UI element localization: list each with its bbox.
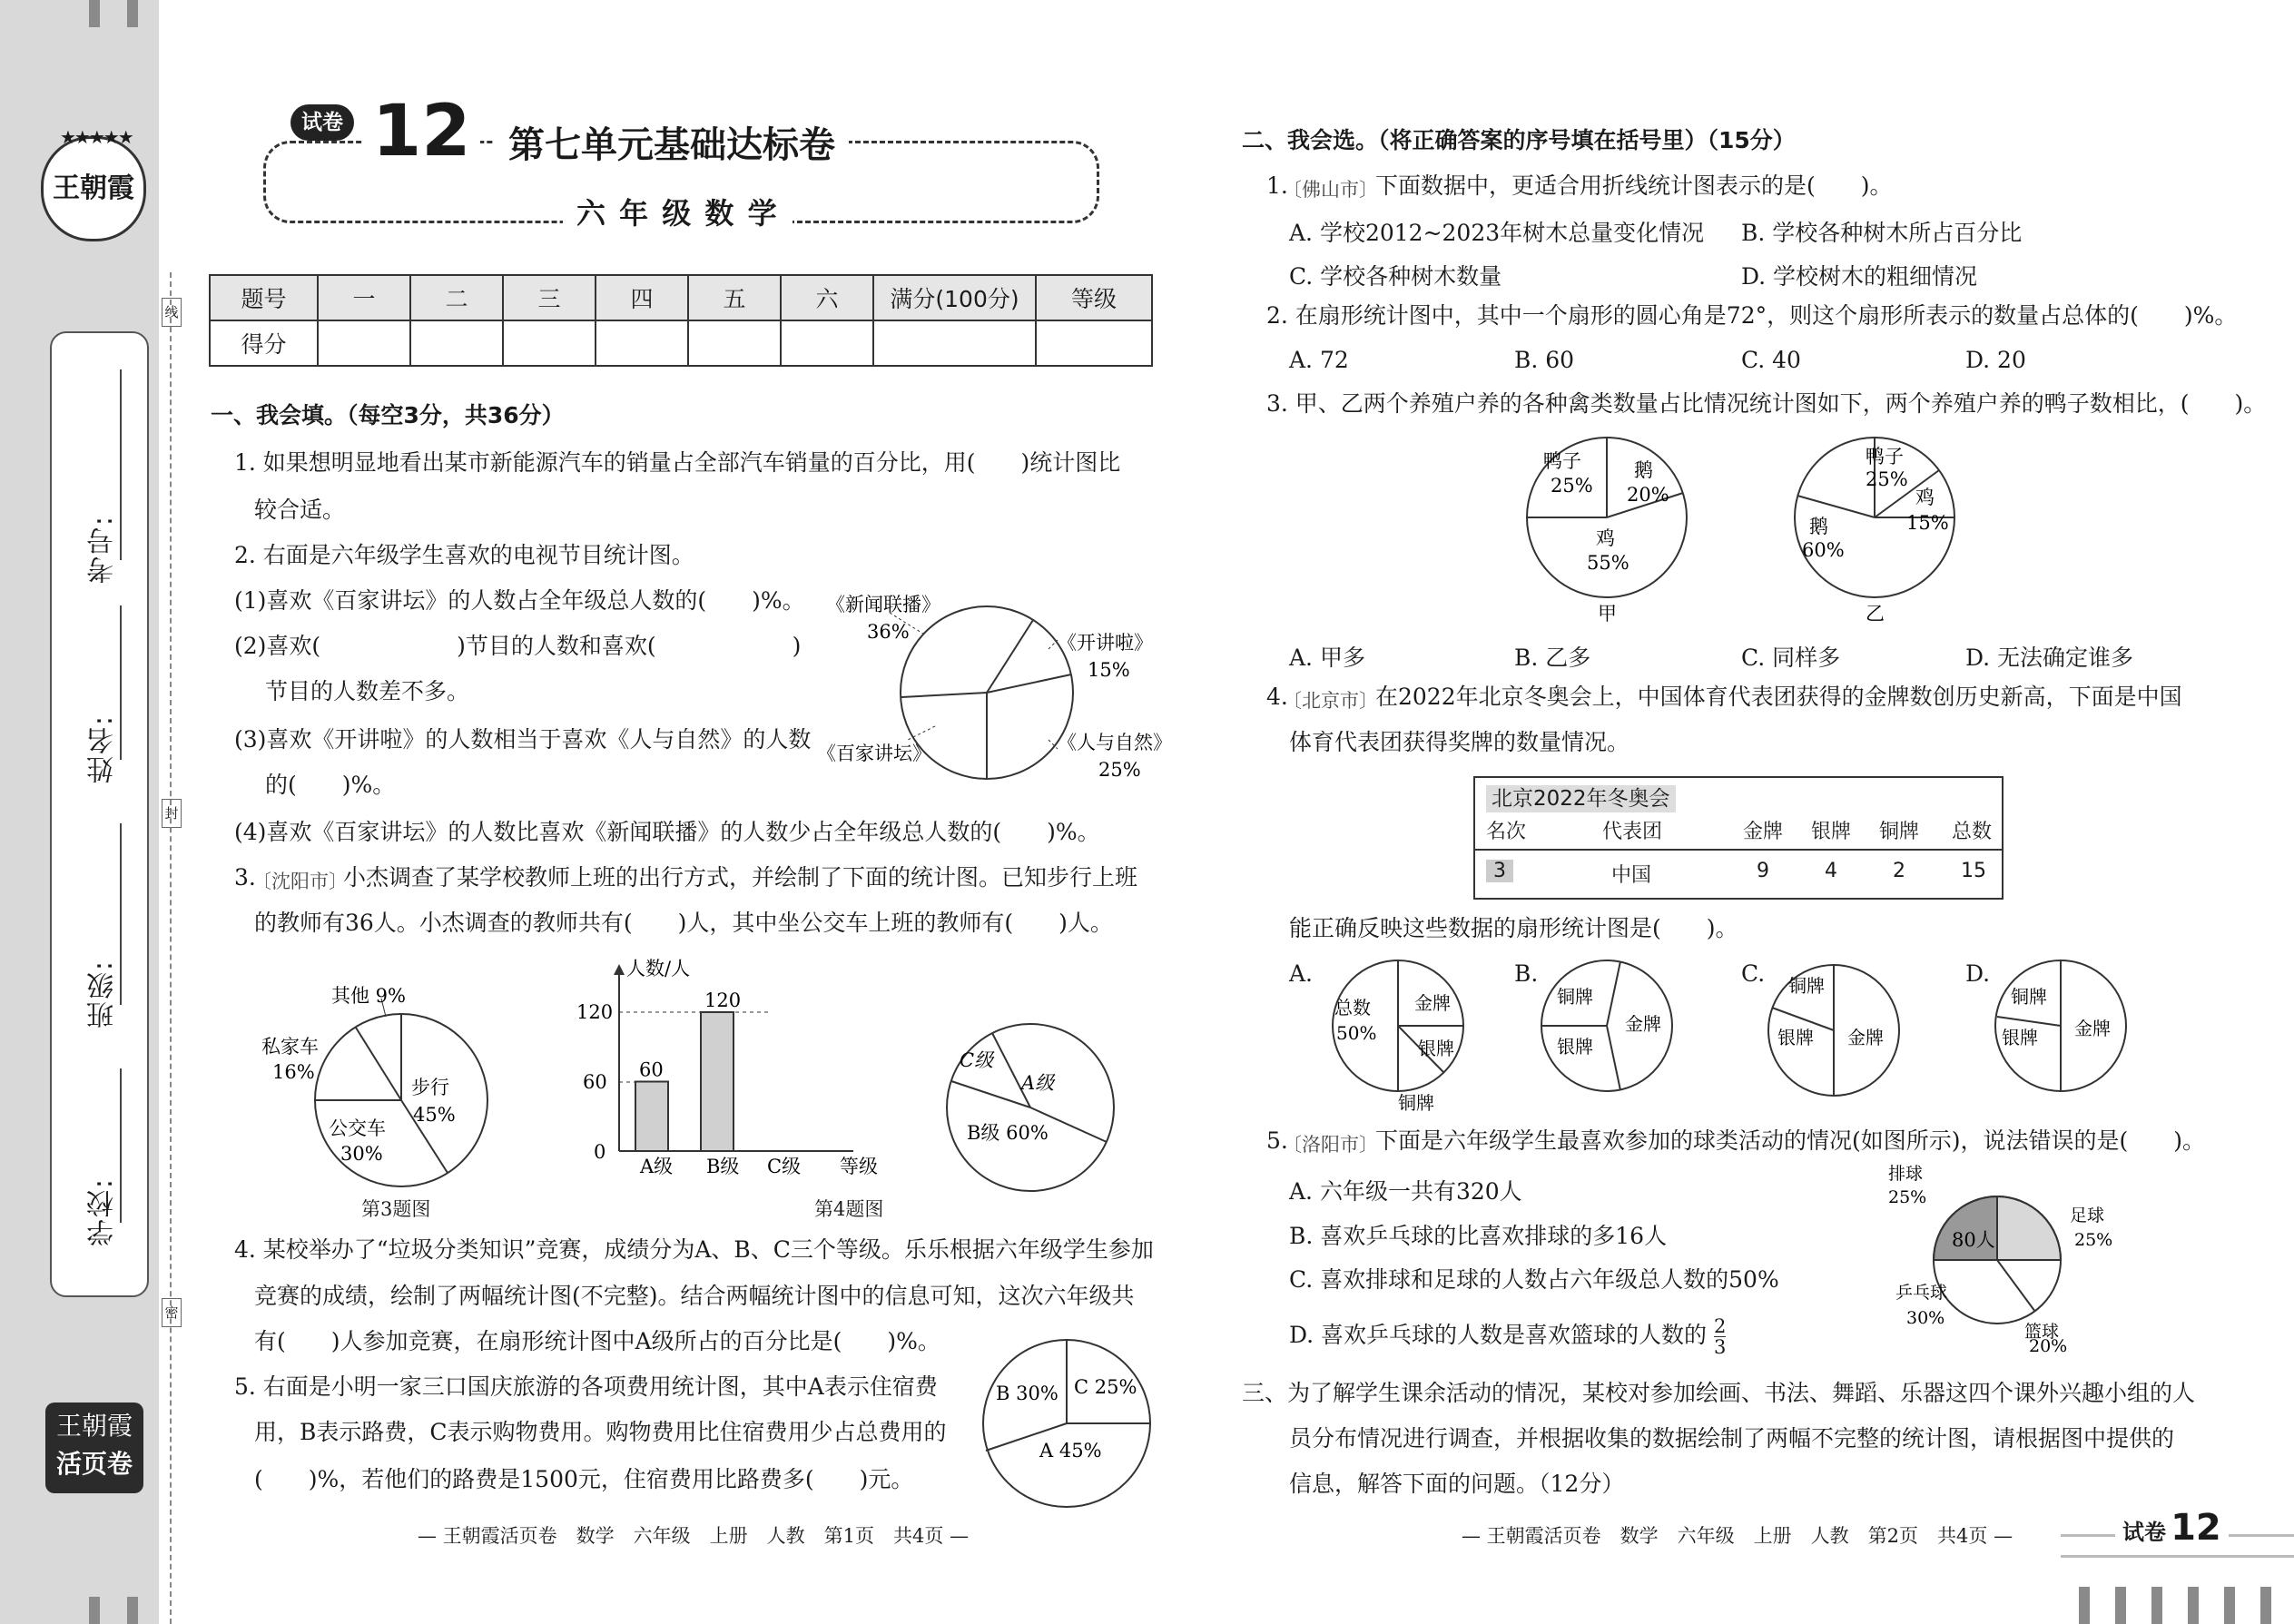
bar-cat-a: A级 — [640, 1156, 674, 1177]
school-field[interactable] — [120, 1068, 122, 1223]
yi-goose: 鹅 — [1809, 516, 1828, 537]
yi-goose-pct: 60% — [1802, 539, 1845, 561]
ball-volleyball: 排球 — [1888, 1164, 1924, 1184]
s2-q4-opt-c[interactable]: C. — [1741, 960, 1766, 987]
s2-q1-opt-d[interactable]: D. 学校树木的粗细情况 — [1741, 263, 1978, 290]
s2-q2: 2. 在扇形统计图中，其中一个扇形的圆心角是72°，则这个扇形所表示的数量占总体的( )%。 — [1266, 302, 2238, 329]
commute-label-bus-pct: 30% — [340, 1143, 383, 1165]
bar-ylabel: 人数/人 — [626, 958, 691, 979]
commute-label-car: 私家车 — [261, 1036, 319, 1058]
id-label: 考号: — [87, 515, 119, 585]
medal-header-silver: 银牌 — [1811, 821, 1852, 843]
s2-q5-region: 〔洛阳市〕 — [1283, 1134, 1378, 1156]
yi-chicken: 鸡 — [1915, 487, 1935, 508]
s2-q5: 下面是六年级学生最喜欢参加的球类活动的情况(如图所示)，说法错误的是( )。 — [1375, 1127, 2206, 1154]
ball-pingpong-pct: 30% — [1906, 1308, 1945, 1328]
s2-q4-ask: 能正确反映这些数据的扇形统计图是( )。 — [1289, 915, 1738, 941]
section2-title: 二、我会选。（将正确答案的序号填在括号里）（15分） — [1242, 127, 1796, 153]
bar-value-label: 120 — [704, 989, 742, 1011]
jia-chicken: 鸡 — [1596, 527, 1615, 549]
score-header-cell: 六 — [781, 275, 873, 320]
s2-q2-opt-a[interactable]: A. 72 — [1289, 347, 1349, 373]
s2-q1-opt-c[interactable]: C. 学校各种树木数量 — [1289, 263, 1502, 290]
medal-table — [1473, 776, 2004, 900]
ball-pie-chart — [1879, 1157, 2133, 1357]
medal-team: 中国 — [1611, 864, 1652, 887]
page-title: 第七单元基础达标卷 — [495, 116, 849, 168]
grade-pie-a: A级 — [1021, 1072, 1055, 1094]
ball-volleyball-count: 80人 — [1952, 1229, 1995, 1251]
s2-q4-line2: 体育代表团获得奖牌的数量情况。 — [1289, 729, 1630, 755]
commute-pie-chart — [245, 980, 499, 1207]
commute-label-bus: 公交车 — [329, 1117, 386, 1139]
s1-q2-b1: (2)喜欢( )节目的人数和喜欢( ) — [234, 633, 802, 659]
medal-pie-b[interactable] — [1534, 953, 1689, 1107]
s2-q3-opt-c[interactable]: C. 同样多 — [1741, 645, 1841, 671]
tv-pie-chart — [799, 586, 1207, 794]
page-subtitle: 六 年 级 数 学 — [563, 191, 793, 232]
s1-q2-b2: 节目的人数差不多。 — [265, 678, 470, 704]
grade-bar-chart — [563, 953, 899, 1189]
s1-q5-line2: 用，B表示路费，C表示购物费用。购物费用比住宿费用少占总费用的 — [254, 1419, 947, 1445]
bar-tick-0: 0 — [594, 1141, 606, 1163]
pie-a-total-pct: 50% — [1336, 1022, 1377, 1044]
ball-volleyball-pct: 25% — [1888, 1187, 1927, 1207]
score-header-cell: 四 — [596, 275, 688, 320]
jia-duck-pct: 25% — [1551, 475, 1593, 497]
jia-goose-pct: 20% — [1627, 484, 1669, 506]
score-cell[interactable] — [318, 320, 410, 366]
ball-basketball: 篮球 — [2024, 1322, 2060, 1342]
medal-rank: 3 — [1486, 860, 1513, 882]
pie-b-bronze: 铜牌 — [1557, 986, 1593, 1008]
medal-bronze: 2 — [1893, 860, 1905, 882]
tv-label-nature-pct: 25% — [1098, 759, 1141, 781]
commute-label-other: 其他 9% — [331, 985, 406, 1007]
s2-q5-opt-d[interactable]: D. 喜欢乒乓球的人数是喜欢篮球的人数的 $\frac{2}{3}$ — [1289, 1315, 1727, 1358]
paper-badge: 试卷 — [290, 104, 354, 141]
s2-q3: 3. 甲、乙两个养殖户养的各种禽类数量占比情况统计图如下，两个养殖户养的鸭子数相比，( )。 — [1266, 390, 2267, 417]
fraction: $\frac{2}{3}$ — [1714, 1315, 1727, 1358]
medal-pie-d[interactable] — [1988, 953, 2142, 1107]
fold-line — [170, 272, 172, 1624]
seal-mark-line: 线 — [162, 298, 182, 327]
ball-football: 足球 — [2070, 1206, 2105, 1225]
tv-label-news: 《新闻联播》 — [826, 594, 940, 615]
tv-label-news-pct: 36% — [867, 621, 910, 643]
s1-q5-line1: 5. 右面是小明一家三口国庆旅游的各项费用统计图，其中A表示住宿费 — [234, 1373, 938, 1400]
medal-header-team: 代表团 — [1602, 821, 1663, 843]
score-cell[interactable] — [503, 320, 596, 366]
score-cell[interactable] — [1036, 320, 1152, 366]
s2-q3-opt-b[interactable]: B. 乙多 — [1514, 645, 1591, 671]
seal-mark-seal: 封 — [162, 799, 182, 828]
s2-q5-num: 5. — [1266, 1127, 1288, 1154]
s1-q1-line2: 较合适。 — [254, 497, 346, 523]
s1-q1-line1: 1. 如果想明显地看出某市新能源汽车的销量占全部汽车销量的百分比，用( )统计图比 — [234, 449, 1121, 476]
s2-q1-region: 〔佛山市〕 — [1283, 179, 1378, 201]
bar-tick-120: 120 — [576, 1001, 614, 1023]
bar-cat-b: B级 — [706, 1156, 740, 1177]
s3-line1: 三、为了解学生课余活动的情况，某校对参加绘画、书法、舞蹈、乐器这四个课外兴趣小组的人 — [1242, 1380, 2196, 1406]
score-header-cell: 二 — [410, 275, 503, 320]
score-header-cell: 一 — [318, 275, 410, 320]
fig4-caption: 第4题图 — [814, 1198, 884, 1220]
s2-q5-opt-b[interactable]: B. 喜欢乒乓球的比喜欢排球的多16人 — [1289, 1223, 1668, 1249]
tv-label-kjl-pct: 15% — [1088, 659, 1130, 681]
s3-line2: 员分布情况进行调查，并根据收集的数据绘制了两幅不完整的统计图，请根据图中提供的 — [1289, 1425, 2175, 1452]
id-field[interactable] — [120, 369, 122, 560]
medal-header-bronze: 铜牌 — [1879, 821, 1920, 843]
pie-c-bronze: 铜牌 — [1788, 975, 1825, 997]
commute-label-walk: 步行 — [411, 1077, 449, 1098]
ball-pingpong: 乒乓球 — [1895, 1283, 1948, 1303]
name-field[interactable] — [120, 605, 122, 760]
score-cell[interactable] — [688, 320, 781, 366]
travel-pie-a: A 45% — [1039, 1440, 1102, 1462]
brand-footer: 王朝霞 活页卷 — [45, 1403, 143, 1493]
score-header-cell: 题号 — [210, 275, 318, 320]
travel-pie-c: C 25% — [1074, 1376, 1137, 1398]
medal-table-title: 北京2022年冬奥会 — [1486, 785, 1676, 812]
bar-cat-c: C级 — [767, 1156, 802, 1177]
bar-B级 — [701, 1012, 733, 1151]
s2-q4-opt-b[interactable]: B. — [1514, 960, 1539, 987]
grade-pie-c: C级 — [960, 1049, 994, 1071]
name-label: 姓名: — [87, 714, 119, 784]
pie-b-gold: 金牌 — [1625, 1013, 1661, 1035]
s1-q3-num: 3. — [234, 864, 256, 891]
s2-q1-opt-b[interactable]: B. 学校各种树木所占百分比 — [1741, 220, 2023, 246]
footer-right: — 王朝霞活页卷 数学 六年级 上册 人教 第2页 共4页 — — [1462, 1525, 2013, 1547]
pie-a-silver: 银牌 — [1418, 1038, 1454, 1059]
score-cell[interactable] — [410, 320, 503, 366]
bottom-bars — [2079, 1587, 2294, 1624]
medal-total: 15 — [1961, 860, 1986, 882]
score-header-cell: 三 — [503, 275, 596, 320]
s1-q2-c2: 的( )%。 — [265, 772, 396, 798]
medal-header-gold: 金牌 — [1743, 821, 1784, 843]
s2-q4-num: 4. — [1266, 684, 1288, 710]
student-info-box — [50, 331, 149, 1297]
s1-q3-line1: 小杰调查了某学校教师上班的出行方式，并绘制了下面的统计图。已知步行上班 — [343, 864, 1138, 891]
pie-c-silver: 银牌 — [1777, 1027, 1814, 1048]
s1-q5-line3: ( )%，若他们的路费是1500元，住宿费用比路费多( )元。 — [254, 1466, 914, 1492]
score-cell[interactable] — [781, 320, 873, 366]
pie-a-bronze: 铜牌 — [1398, 1092, 1434, 1114]
s3-line3: 信息，解答下面的问题。（12分） — [1289, 1471, 1625, 1497]
jia-goose: 鹅 — [1634, 459, 1653, 481]
pie-b-silver: 银牌 — [1557, 1036, 1593, 1058]
s2-q2-opt-c[interactable]: C. 40 — [1741, 347, 1801, 373]
yi-caption: 乙 — [1866, 603, 1885, 625]
pie-jia-chart — [1516, 431, 1698, 631]
pie-d-bronze: 铜牌 — [2011, 986, 2047, 1008]
grade-pie-b: B级 60% — [967, 1122, 1049, 1144]
pie-a-total: 总数 — [1334, 997, 1371, 1019]
score-header-cell: 等级 — [1036, 275, 1152, 320]
jia-caption: 甲 — [1598, 603, 1617, 625]
corner-badge: 试卷 12 — [2115, 1507, 2229, 1549]
s2-q2-opt-b[interactable]: B. 60 — [1514, 347, 1575, 373]
s2-q3-opt-d[interactable]: D. 无法确定谁多 — [1965, 645, 2134, 671]
bar-xlabel: 等级 — [840, 1156, 878, 1177]
s2-q5-opt-a[interactable]: A. 六年级一共有320人 — [1289, 1178, 1522, 1205]
s1-q2-c1: (3)喜欢《开讲啦》的人数相当于喜欢《人与自然》的人数 — [234, 726, 812, 753]
jia-duck: 鸭子 — [1543, 450, 1581, 472]
pie-d-silver: 银牌 — [2002, 1027, 2038, 1048]
s2-q4-opt-d[interactable]: D. — [1965, 960, 1991, 987]
s2-q2-opt-d[interactable]: D. 20 — [1965, 347, 2026, 373]
yi-duck-pct: 25% — [1866, 468, 1908, 490]
class-label: 班级: — [87, 960, 119, 1029]
medal-header-total: 总数 — [1952, 821, 1993, 843]
paper-number: 12 — [363, 91, 480, 172]
s1-q3-region: 〔沈阳市〕 — [252, 871, 348, 892]
s2-q3-opt-a[interactable]: A. 甲多 — [1289, 645, 1365, 671]
score-cell[interactable] — [596, 320, 688, 366]
s2-q1: 下面数据中，更适合用折线统计图表示的是( )。 — [1375, 172, 1893, 199]
s1-q2-a: (1)喜欢《百家讲坛》的人数占全年级总人数的( )%。 — [234, 587, 805, 614]
bar-tick-60: 60 — [583, 1071, 607, 1093]
s2-q4-line1: 在2022年北京冬奥会上，中国体育代表团获得的金牌数创历史新高，下面是中国 — [1375, 684, 2182, 710]
commute-label-walk-pct: 45% — [413, 1104, 456, 1126]
medal-header-rank: 名次 — [1486, 821, 1527, 843]
seal-mark-dense: 密 — [162, 1298, 182, 1327]
s2-q4-opt-a[interactable]: A. — [1289, 960, 1314, 987]
ball-basketball-pct: 20% — [2029, 1336, 2068, 1356]
medal-pie-a[interactable] — [1307, 953, 1489, 1117]
school-label: 学校: — [87, 1177, 119, 1247]
medal-pie-c[interactable] — [1761, 958, 1915, 1112]
bar-value-label: 60 — [639, 1058, 664, 1081]
footer-left: — 王朝霞活页卷 数学 六年级 上册 人教 第1页 共4页 — — [418, 1525, 970, 1547]
s2-q5-opt-c[interactable]: C. 喜欢排球和足球的人数占六年级总人数的50% — [1289, 1266, 1779, 1293]
yi-duck: 鸭子 — [1866, 446, 1904, 468]
travel-pie-chart — [976, 1334, 1157, 1516]
s2-q1-num: 1. — [1266, 172, 1288, 199]
jia-chicken-pct: 55% — [1587, 552, 1629, 574]
s1-q2-intro: 2. 右面是六年级学生喜欢的电视节目统计图。 — [234, 542, 694, 568]
travel-pie-b: B 30% — [996, 1383, 1058, 1404]
brand-logo: ★★★★★ 王朝霞 — [41, 136, 146, 241]
class-field[interactable] — [120, 823, 122, 1005]
pie-a-gold: 金牌 — [1414, 992, 1451, 1014]
s1-q2-d: (4)喜欢《百家讲坛》的人数比喜欢《新闻联播》的人数少占全年级总人数的( )%。 — [234, 819, 1100, 845]
s1-q4-line1: 4. 某校举办了“垃圾分类知识”竞赛，成绩分为A、B、C三个等级。乐乐根据六年级学生参加 — [234, 1236, 1154, 1263]
tv-label-kjl: 《开讲啦》 — [1058, 632, 1153, 654]
yi-chicken-pct: 15% — [1906, 512, 1949, 534]
score-header-cell: 五 — [688, 275, 781, 320]
score-table — [209, 274, 1153, 367]
score-row-label: 得分 — [210, 320, 318, 366]
pie-c-gold: 金牌 — [1847, 1027, 1884, 1048]
grade-pie-chart — [930, 1021, 1130, 1203]
medal-gold: 9 — [1757, 860, 1769, 882]
fig3-caption: 第3题图 — [361, 1198, 431, 1220]
s2-q1-opt-a[interactable]: A. 学校2012~2023年树木总量变化情况 — [1289, 220, 1705, 246]
s2-q4-region: 〔北京市〕 — [1283, 690, 1378, 712]
ball-football-pct: 25% — [2074, 1230, 2113, 1250]
s1-q3-line2: 的教师有36人。小杰调查的教师共有( )人，其中坐公交车上班的教师有( )人。 — [254, 910, 1113, 936]
s1-q4-line2: 竞赛的成绩，绘制了两幅统计图(不完整)。结合两幅统计图中的信息可知，这次六年级共 — [254, 1283, 1135, 1309]
tv-label-nature: 《人与自然》 — [1058, 732, 1172, 753]
section1-title: 一、我会填。（每空3分，共36分） — [211, 402, 565, 428]
pie-yi-chart — [1784, 431, 1965, 631]
bar-A级 — [635, 1082, 668, 1152]
score-header-cell: 满分(100分) — [873, 275, 1036, 320]
commute-label-car-pct: 16% — [272, 1061, 315, 1083]
medal-silver: 4 — [1825, 860, 1837, 882]
pie-d-gold: 金牌 — [2074, 1018, 2111, 1039]
score-cell[interactable] — [873, 320, 1036, 366]
s1-q4-line3: 有( )人参加竞赛，在扇形统计图中A级所占的百分比是( )%。 — [254, 1328, 940, 1354]
tv-label-bjjt: 《百家讲坛》 — [817, 743, 931, 764]
